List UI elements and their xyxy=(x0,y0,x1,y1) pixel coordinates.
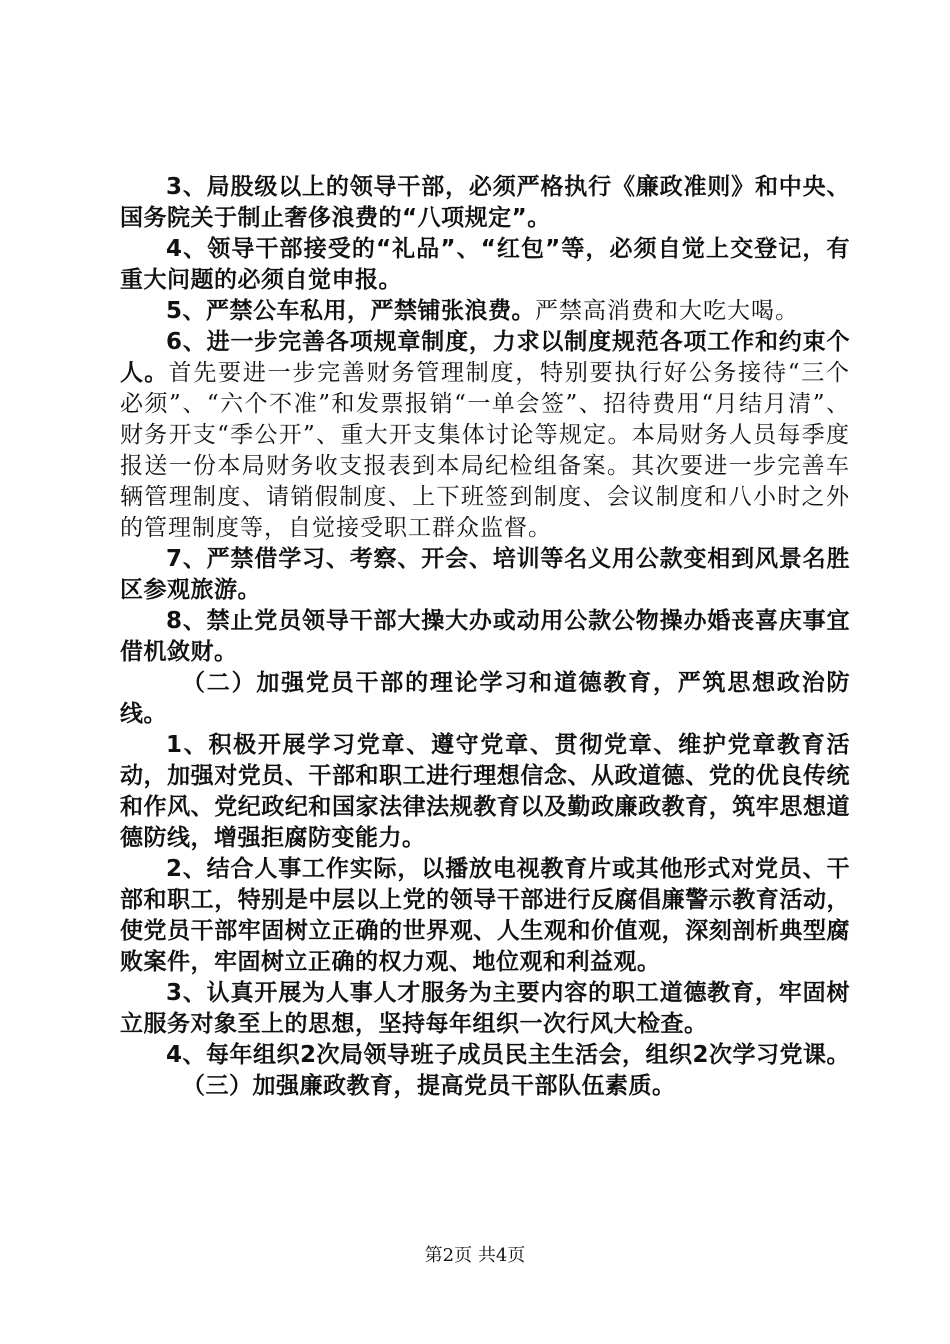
paragraph-item-8 xyxy=(120,606,850,668)
page-footer: 第2页 共4页 xyxy=(424,1245,526,1266)
paragraph-item-3 xyxy=(120,172,850,234)
paragraph-item-7 xyxy=(120,544,850,606)
section-heading-3 xyxy=(120,1071,850,1102)
paragraph-text: 6、进一步完善各项规章制度，力求以制度规范各项工作和约束个人。 xyxy=(120,329,850,386)
paragraph-item-4 xyxy=(120,234,850,296)
paragraph-item-4b xyxy=(120,1040,850,1071)
paragraph-text: 7、严禁借学习、考察、开会、培训等名义用公款变相到风景名胜区参观旅游。 xyxy=(120,546,850,603)
paragraph-text: 5、严禁公车私用，严禁铺张浪费。 xyxy=(166,298,536,324)
paragraph-item-2 xyxy=(120,854,850,978)
paragraph-item-6 xyxy=(120,327,850,544)
paragraph-text: 4、领导干部接受的“礼品”、“红包”等，必须自觉上交登记，有重大问题的必须自觉申报。 xyxy=(120,236,850,293)
paragraph-text: 3、认真开展为人事人才服务为主要内容的职工道德教育，牢固树立服务对象至上的思想，坚持每年组织一次行风大检查。 xyxy=(120,980,850,1037)
paragraph-text: 2、结合人事工作实际，以播放电视教育片或其他形式对党员、干部和职工，特别是中层以上党的领导干部进行反腐倡廉警示教育活动，使党员干部牢固树立正确的世界观、人生观和价值观，深刻剖析典型腐败案件，牢固树立正确的权力观、地位观和利益观。 xyxy=(120,856,850,975)
paragraph-text: 3、局股级以上的领导干部，必须严格执行《廉政准则》和中央、国务院关于制止奢侈浪费的“八项规定”。 xyxy=(120,174,850,231)
paragraph-text: 4、每年组织2次局领导班子成员民主生活会，组织2次学习党课。 xyxy=(166,1042,851,1068)
document-body xyxy=(120,172,850,1102)
paragraph-text: 1、积极开展学习党章、遵守党章、贯彻党章、维护党章教育活动，加强对党员、干部和职工进行理想信念、从政道德、党的优良传统和作风、党纪政纪和国家法律法规教育以及勤政廉政教育，筑牢思想道德防线，增强拒腐防变能力。 xyxy=(120,732,850,851)
paragraph-item-5 xyxy=(120,296,850,327)
paragraph-text: 8、禁止党员领导干部大操大办或动用公款公物操办婚丧喜庆事宜借机敛财。 xyxy=(120,608,850,665)
paragraph-text-light: 严禁高消费和大吃大喝。 xyxy=(535,298,800,324)
paragraph-item-3b xyxy=(120,978,850,1040)
section-heading-2 xyxy=(120,668,850,730)
section-heading-text: （三）加强廉政教育，提高党员干部队伍素质。 xyxy=(182,1073,676,1099)
paragraph-item-1 xyxy=(120,730,850,854)
paragraph-text-light: 首先要进一步完善财务管理制度，特别要执行好公务接待“三个必须”、“六个不准”和发票报销“一单会签”、招待费用“月结月清”、财务开支“季公开”、重大开支集体讨论等规定。本局财务人员每季度报送一份本局财务收支报表到本局纪检组备案。其次要进一步完善车辆管理制度、请销假制度、上下班签到制度、会议制度和八小时之外的管理制度等，自觉接受职工群众监督。 xyxy=(120,360,851,541)
section-heading-text: （二）加强党员干部的理论学习和道德教育，严筑思想政治防线。 xyxy=(120,670,850,727)
